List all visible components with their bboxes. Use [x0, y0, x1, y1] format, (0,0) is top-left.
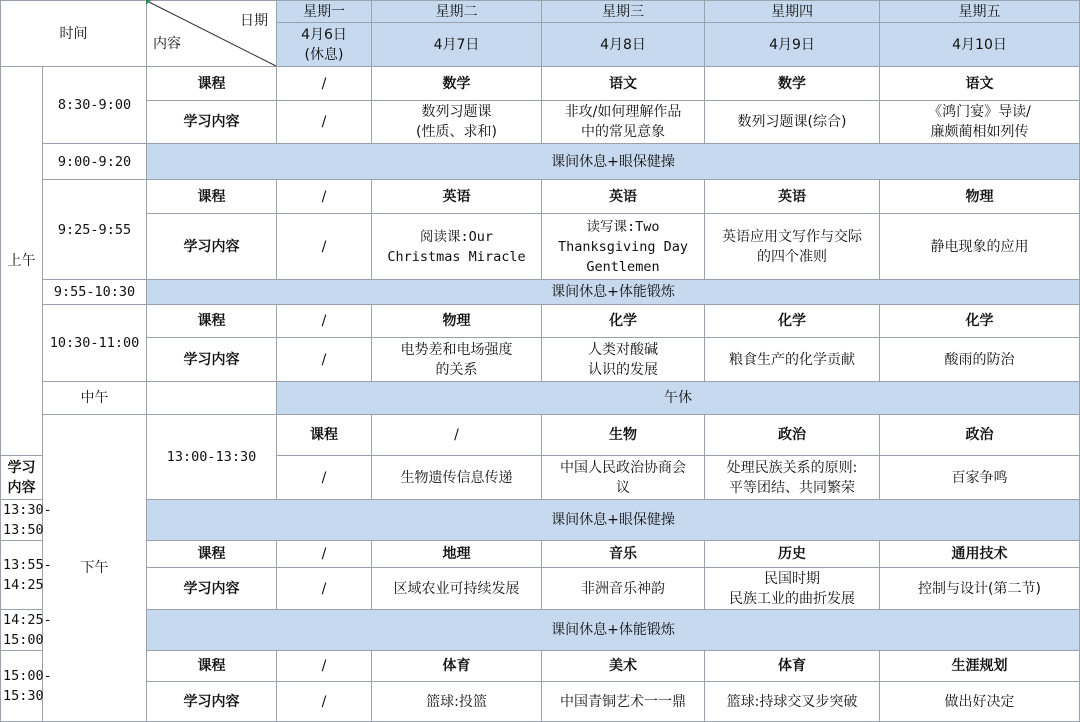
weekday-thu: 星期四 [705, 1, 880, 23]
course-cell: 美术 [542, 651, 705, 682]
content-cell: 读写课:Two Thanksgiving Day Gentlemen [542, 214, 705, 280]
header-diagonal-cell [147, 1, 277, 67]
time-slot: 13:30-13:50 [1, 500, 43, 541]
content-cell: 民国时期 民族工业的曲折发展 [705, 568, 880, 610]
course-cell: 生物 [542, 415, 705, 456]
content-cell: 数列习题课 (性质、求和) [372, 101, 542, 144]
row-label-content: 学习内容 [1, 456, 43, 500]
break-row: 课间休息+体能锻炼 [147, 280, 1080, 305]
period-noon: 中午 [43, 382, 147, 415]
content-cell: 人类对酸碱 认识的发展 [542, 338, 705, 382]
row-label-course: 课程 [147, 305, 277, 338]
row-label-course: 课程 [147, 651, 277, 682]
header-date-label: 日期 [240, 13, 268, 29]
course-cell: 地理 [372, 541, 542, 568]
content-cell: 静电现象的应用 [880, 214, 1080, 280]
time-slot: 9:25-9:55 [43, 180, 147, 280]
row-label-content: 学习内容 [147, 338, 277, 382]
time-slot: 14:25-15:00 [1, 610, 43, 651]
weekday-fri: 星期五 [880, 1, 1080, 23]
content-cell: 篮球:持球交叉步突破 [705, 682, 880, 722]
slash-cell: / [277, 651, 372, 682]
time-slot: 9:55-10:30 [43, 280, 147, 305]
noon-break-row: 午休 [277, 382, 1080, 415]
course-cell: 数学 [705, 67, 880, 101]
slash-cell: / [277, 568, 372, 610]
slash-cell: / [277, 541, 372, 568]
course-cell: 化学 [542, 305, 705, 338]
slash-cell: / [277, 214, 372, 280]
content-cell: 非攻/如何理解作品 中的常见意象 [542, 101, 705, 144]
slash-cell: / [277, 682, 372, 722]
course-cell: 历史 [705, 541, 880, 568]
weekday-mon: 星期一 [277, 1, 372, 23]
weekday-tue: 星期二 [372, 1, 542, 23]
content-cell: 处理民族关系的原则: 平等团结、共同繁荣 [705, 456, 880, 500]
content-cell: 中国人民政治协商会 议 [542, 456, 705, 500]
course-cell: 政治 [705, 415, 880, 456]
date-tue: 4月7日 [372, 23, 542, 67]
time-slot-empty [147, 382, 277, 415]
course-cell: 英语 [372, 180, 542, 214]
break-row: 课间休息+体能锻炼 [147, 610, 1080, 651]
row-label-content: 学习内容 [147, 682, 277, 722]
period-morning: 上午 [1, 67, 43, 456]
row-label-content: 学习内容 [147, 568, 277, 610]
course-cell: 物理 [372, 305, 542, 338]
content-cell: 中国青铜艺术一一鼎 [542, 682, 705, 722]
row-label-course: 课程 [147, 180, 277, 214]
break-row: 课间休息+眼保健操 [147, 500, 1080, 541]
course-cell: 英语 [542, 180, 705, 214]
row-label-course: 课程 [147, 67, 277, 101]
time-slot: 9:00-9:20 [43, 144, 147, 180]
content-cell: 控制与设计(第二节) [880, 568, 1080, 610]
content-cell: 百家争鸣 [880, 456, 1080, 500]
content-cell: 数列习题课(综合) [705, 101, 880, 144]
row-label-content: 学习内容 [147, 214, 277, 280]
weekday-wed: 星期三 [542, 1, 705, 23]
time-slot: 8:30-9:00 [43, 67, 147, 144]
header-time-label: 时间 [59, 25, 88, 42]
time-slot: 15:00-15:30 [1, 651, 43, 722]
course-cell: 化学 [880, 305, 1080, 338]
slash-cell: / [277, 180, 372, 214]
course-cell: 语文 [542, 67, 705, 101]
slash-cell: / [277, 456, 372, 500]
content-cell: 区域农业可持续发展 [372, 568, 542, 610]
row-label-course: 课程 [277, 415, 372, 456]
cell-marker [146, 0, 151, 5]
course-cell: 化学 [705, 305, 880, 338]
header-content-label: 内容 [153, 36, 181, 52]
course-cell: 语文 [880, 67, 1080, 101]
content-cell: 篮球:投篮 [372, 682, 542, 722]
time-slot: 13:55-14:25 [1, 541, 43, 610]
date-fri: 4月10日 [880, 23, 1080, 67]
content-cell: 粮食生产的化学贡献 [705, 338, 880, 382]
break-row: 课间休息+眼保健操 [147, 144, 1080, 180]
slash-cell: / [277, 338, 372, 382]
course-cell: 通用技术 [880, 541, 1080, 568]
content-cell: 《鸿门宴》导读/ 廉颇蔺相如列传 [880, 101, 1080, 144]
time-slot: 10:30-11:00 [43, 305, 147, 382]
header-time-cell [1, 1, 147, 67]
slash-cell: / [277, 305, 372, 338]
course-cell: 体育 [372, 651, 542, 682]
course-cell: 生涯规划 [880, 651, 1080, 682]
course-cell: 数学 [372, 67, 542, 101]
course-cell: 音乐 [542, 541, 705, 568]
date-thu: 4月9日 [705, 23, 880, 67]
slash-cell: / [372, 415, 542, 456]
content-cell: 非洲音乐神韵 [542, 568, 705, 610]
slash-cell: / [277, 101, 372, 144]
content-cell: 酸雨的防治 [880, 338, 1080, 382]
course-cell: 物理 [880, 180, 1080, 214]
slash-cell: / [277, 67, 372, 101]
date-wed: 4月8日 [542, 23, 705, 67]
content-cell: 英语应用文写作与交际 的四个准则 [705, 214, 880, 280]
course-cell: 英语 [705, 180, 880, 214]
period-afternoon: 下午 [43, 415, 147, 722]
time-slot: 13:00-13:30 [147, 415, 277, 500]
course-cell: 体育 [705, 651, 880, 682]
content-cell: 电势差和电场强度 的关系 [372, 338, 542, 382]
row-label-content: 学习内容 [147, 101, 277, 144]
row-label-course: 课程 [147, 541, 277, 568]
course-cell: 政治 [880, 415, 1080, 456]
content-cell: 做出好决定 [880, 682, 1080, 722]
content-cell: 生物遗传信息传递 [372, 456, 542, 500]
content-cell: 阅读课:Our Christmas Miracle [372, 214, 542, 280]
date-mon: 4月6日 (休息) [277, 23, 372, 67]
